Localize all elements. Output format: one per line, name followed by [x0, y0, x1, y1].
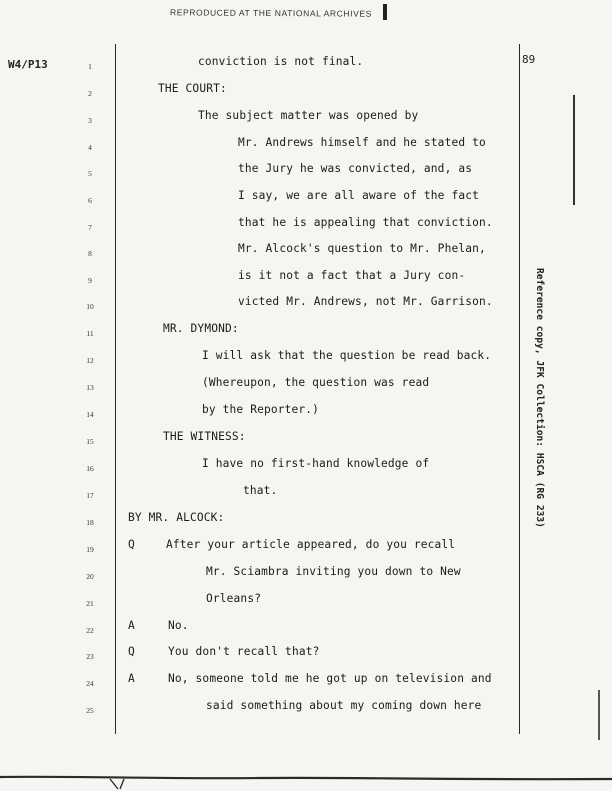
transcript-line: by the Reporter.) [202, 403, 320, 416]
line-number: 22 [86, 626, 94, 635]
transcript-line: the Jury he was convicted, and, as [238, 162, 473, 175]
archives-header-stamp: REPRODUCED AT THE NATIONAL ARCHIVES [169, 7, 372, 19]
line-number: 2 [88, 89, 92, 98]
line-number: 13 [86, 383, 94, 392]
line-number: 10 [86, 302, 94, 311]
transcript-line: said something about my coming down here [206, 699, 482, 712]
line-number: 20 [86, 572, 94, 581]
transcript-line: The subject matter was opened by [198, 109, 419, 122]
transcript-line: I will ask that the question be read back. [202, 349, 492, 362]
transcript-line: No. [168, 619, 189, 632]
line-number: 16 [86, 464, 94, 473]
speaker-label: BY MR. ALCOCK: [128, 511, 225, 524]
line-number: 12 [86, 356, 94, 365]
scan-edge-mark [573, 95, 575, 205]
line-number: 19 [86, 545, 94, 554]
transcript-line: Mr. Alcock's question to Mr. Phelan, [238, 242, 486, 255]
transcript-line: that. [243, 484, 278, 497]
line-number: 9 [88, 276, 92, 285]
transcript-line: that he is appealing that conviction. [238, 216, 493, 229]
transcript-line: You don't recall that? [168, 645, 320, 658]
transcript-line: Mr. Andrews himself and he stated to [238, 136, 486, 149]
transcript-line: (Whereupon, the question was read [202, 376, 430, 389]
transcript-line: conviction is not final. [198, 55, 364, 68]
line-number: 15 [86, 437, 94, 446]
line-number: 5 [88, 169, 92, 178]
transcript-line: victed Mr. Andrews, not Mr. Garrison. [238, 295, 493, 308]
line-number: 4 [88, 143, 92, 152]
line-number: 7 [88, 223, 92, 232]
line-number: 11 [86, 329, 94, 338]
transcript-line: Mr. Sciambra inviting you down to New [206, 565, 461, 578]
page-number: 89 [522, 53, 536, 66]
line-number: 1 [88, 62, 92, 71]
qa-marker: Q [128, 538, 135, 551]
scan-bottom-edge [0, 773, 612, 791]
line-number: 3 [88, 116, 92, 125]
line-number: 6 [88, 196, 92, 205]
line-number: 17 [86, 491, 94, 500]
speaker-label: THE WITNESS: [163, 430, 246, 443]
line-number: 8 [88, 249, 92, 258]
line-number: 24 [86, 679, 94, 688]
stamp-mark [383, 4, 387, 20]
line-number: 23 [86, 652, 94, 661]
transcript-line: I say, we are all aware of the fact [238, 189, 479, 202]
qa-marker: A [128, 619, 135, 632]
speaker-label: THE COURT: [158, 82, 227, 95]
document-id: W4/P13 [8, 58, 48, 71]
qa-marker: A [128, 672, 135, 685]
transcript-line: I have no first-hand knowledge of [202, 457, 430, 470]
line-number: 21 [86, 599, 94, 608]
line-number: 18 [86, 518, 94, 527]
qa-marker: Q [128, 645, 135, 658]
line-number: 25 [86, 706, 94, 715]
transcript-line: After your article appeared, do you recall [166, 538, 456, 551]
line-number: 14 [86, 410, 94, 419]
scan-edge-mark [598, 690, 600, 740]
transcript-line: Orleans? [206, 592, 262, 605]
transcript-line: is it not a fact that a Jury con- [238, 269, 466, 282]
speaker-label: MR. DYMOND: [163, 322, 239, 335]
transcript-line: No, someone told me he got up on television and [168, 672, 492, 685]
reference-copy-note: Reference copy, JFK Collection: HSCA (RG 233) [534, 268, 545, 528]
